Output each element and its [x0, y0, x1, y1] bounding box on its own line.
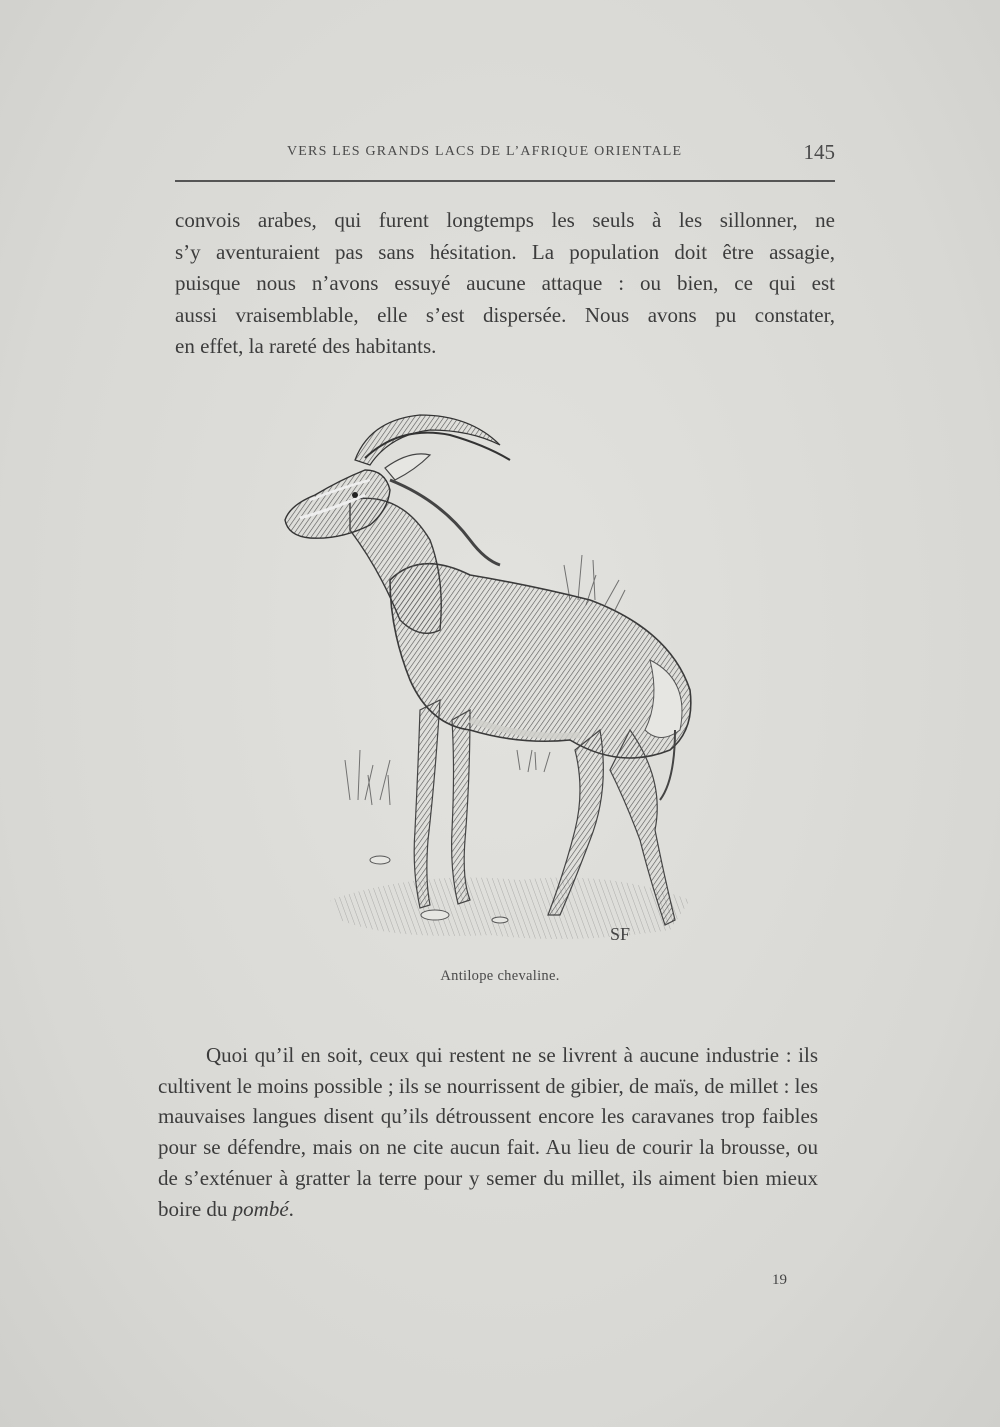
- artist-monogram: SF: [610, 924, 631, 944]
- header-rule: [175, 180, 835, 182]
- paragraph-text: Quoi qu’il en soit, ceux qui restent ne se livrent à aucune industrie : ils cultivent le moins possible ; ils se nourrissent de gibier, de maïs, de millet : les mauvaises langues disent qu’ils détroussent encore les caravanes trop faibles pour se défendre, mais on ne cite aucun fait. Au lieu de courir la brousse, ou de s’exténuer à gratter la terre pour y semer du millet, ils aiment bien mieux boire du: [158, 1043, 818, 1221]
- antelope-engraving: [270, 400, 710, 960]
- paragraph-line: en effet, la rareté des habitants.: [175, 334, 437, 358]
- signature-mark: 19: [772, 1272, 787, 1288]
- page-number: 145: [803, 140, 835, 164]
- paragraph-line: aussi vraisemblable, elle s’est dispersée. Nous avons pu constater,: [175, 302, 835, 327]
- paragraph-top: [175, 205, 835, 363]
- page-header: [175, 140, 835, 170]
- paragraph-bottom: [158, 1040, 818, 1224]
- antelope-eye: [352, 492, 358, 498]
- paragraph-text-end: .: [288, 1196, 294, 1221]
- paragraph-line: convois arabes, qui furent longtemps les seuls à les sillonner, ne: [175, 208, 835, 232]
- emphasized-word: pombé: [232, 1196, 289, 1221]
- paragraph-line: s’y aventuraient pas sans hésitation. La population doit être assagie,: [175, 239, 835, 264]
- running-title: VERS LES GRANDS LACS DE L’AFRIQUE ORIENTALE: [287, 144, 683, 159]
- antelope-illustration: [270, 400, 710, 960]
- paragraph-line: puisque nous n’avons essuyé aucune attaque : ou bien, ce qui est: [175, 271, 835, 295]
- figure-caption: Antilope chevaline.: [440, 968, 560, 984]
